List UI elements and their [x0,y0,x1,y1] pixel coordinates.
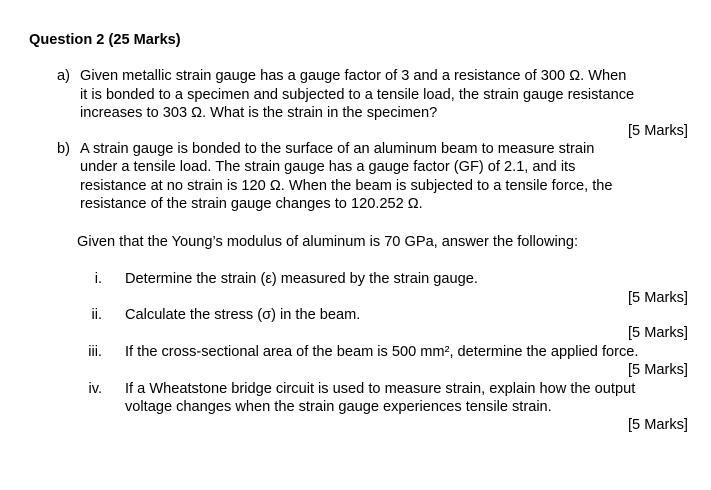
part-b-line-2: under a tensile load. The strain gauge has a gauge factor (GF) of 2.1, and its [80,159,576,175]
sub-iv-line-1: If a Wheatstone bridge circuit is used to measure strain, explain how the output [125,381,636,397]
sub-i-numeral: i. [94,271,102,287]
part-b-line-1: A strain gauge is bonded to the surface of an aluminum beam to measure strain [80,141,595,157]
part-a-marks: [5 Marks] [627,123,688,139]
sub-iv-line-2: voltage changes when the strain gauge experiences tensile strain. [125,399,552,415]
sub-i-text: Determine the strain (ε) measured by the strain gauge. [125,271,478,287]
part-b-line-4: resistance of the strain gauge changes to 120.252 Ω. [80,196,423,212]
part-b-label: b) [57,141,70,157]
sub-iii-text: If the cross-sectional area of the beam is 500 mm², determine the applied force. [125,344,639,360]
part-a-label: a) [57,68,70,84]
question-title: Question 2 (25 Marks) [29,32,181,48]
sub-ii-text: Calculate the stress (σ) in the beam. [125,307,361,323]
sub-i-marks: [5 Marks] [627,290,688,306]
part-a-line-3: increases to 303 Ω. What is the strain in the specimen? [80,105,438,121]
sub-ii-marks: [5 Marks] [627,325,688,341]
sub-iv-marks: [5 Marks] [627,417,688,433]
given-statement: Given that the Young’s modulus of aluminum is 70 GPa, answer the following: [77,234,579,250]
sub-iv-numeral: iv. [88,381,102,397]
sub-iii-numeral: iii. [88,344,102,360]
part-a-line-1: Given metallic strain gauge has a gauge factor of 3 and a resistance of 300 Ω. When [80,68,627,84]
part-b-line-3: resistance at no strain is 120 Ω. When the beam is subjected to a tensile force, the [80,178,613,194]
part-a-line-2: it is bonded to a specimen and subjected to a tensile load, the strain gauge resistance [80,87,635,103]
sub-ii-numeral: ii. [91,307,102,323]
sub-iii-marks: [5 Marks] [627,362,688,378]
